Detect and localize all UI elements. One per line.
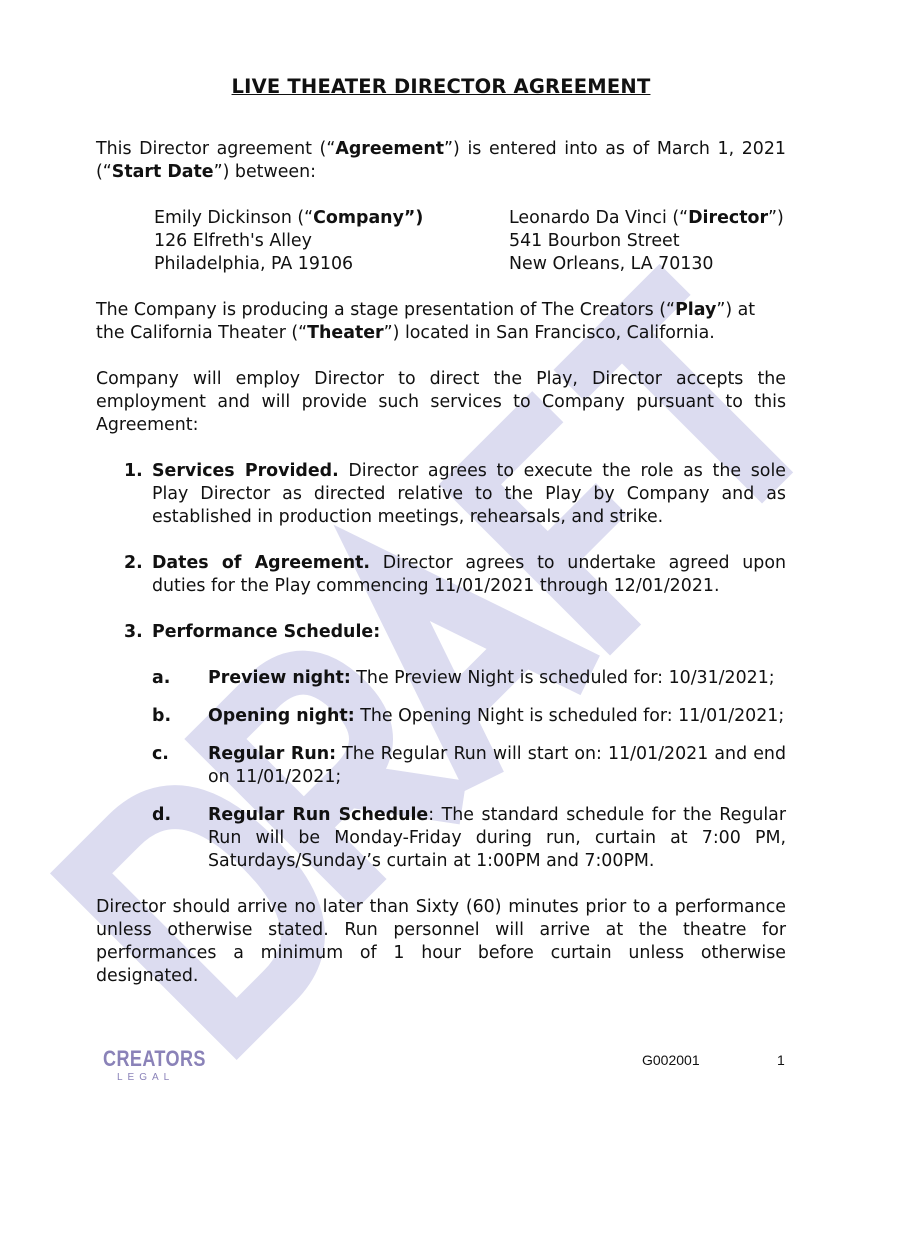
- section-number: 2.: [124, 553, 143, 573]
- schedule-text: The Regular Run will start on: 11/01/2021 and end on 11/01/2021;: [208, 744, 786, 787]
- term-director: Director: [688, 208, 769, 228]
- employ-paragraph: [96, 368, 786, 437]
- schedule-heading: Regular Run Schedule: [208, 805, 429, 825]
- term-company: Company”): [313, 208, 424, 228]
- company-name: Emily Dickinson (“: [154, 208, 314, 228]
- section-heading: Performance Schedule:: [152, 622, 381, 642]
- term-agreement: Agreement: [335, 139, 445, 159]
- schedule-item-a: [152, 667, 786, 690]
- schedule-heading: Preview night:: [208, 668, 351, 688]
- intro-text-2: ”) is entered into as of March 1, 2021 (“: [96, 139, 786, 182]
- document-code: G002001: [642, 1052, 700, 1068]
- schedule-letter: c.: [152, 744, 169, 764]
- schedule-item-d: [152, 804, 786, 873]
- director-name: Leonardo Da Vinci (“: [509, 208, 689, 228]
- company-address-line2: Philadelphia, PA 19106: [154, 254, 354, 274]
- intro-text-1: This Director agreement (“: [96, 139, 336, 159]
- arrival-text: Director should arrive no later than Sixty (60) minutes prior to a performance unless otherwise stated. Run personnel will arrive at the theatre for performances a minimum of 1 hour before curtain unless otherwise designated.: [96, 897, 786, 986]
- parties-block: [154, 207, 786, 276]
- schedule-text: : The standard schedule for the Regular Run will be Monday-Friday during run, curtain at 7:00 PM, Saturdays/Sunday’s curtain at 1:00PM and 7:00PM.: [208, 805, 786, 871]
- logo-sub-text: LEGAL: [117, 1072, 175, 1083]
- director-role-close: ”): [768, 208, 784, 228]
- page-number: 1: [777, 1052, 785, 1068]
- section-1: [124, 460, 786, 529]
- play-text-3: ”) located in San Francisco, California.: [383, 323, 715, 343]
- schedule-item-b: [152, 705, 786, 728]
- company-party: [154, 207, 509, 276]
- play-text-2: ”) at the California Theater (“: [96, 300, 756, 343]
- company-address-line1: 126 Elfreth's Alley: [154, 231, 312, 251]
- schedule-letter: d.: [152, 805, 172, 825]
- section-text: Director agrees to execute the role as the sole Play Director as directed relative to the Play by Company and as established in production meetings, rehearsals, and strike.: [152, 461, 786, 527]
- term-play: Play: [675, 300, 717, 320]
- schedule-text: The Preview Night is scheduled for: 10/31/2021;: [350, 668, 775, 688]
- director-address-line1: 541 Bourbon Street: [509, 231, 680, 251]
- schedule-letter: b.: [152, 706, 172, 726]
- section-heading: Services Provided.: [152, 461, 339, 481]
- section-heading: Dates of Agreement.: [152, 553, 371, 573]
- term-theater: Theater: [307, 323, 384, 343]
- section-text: Director agrees to undertake agreed upon duties for the Play commencing 11/01/2021 through 12/01/2021.: [152, 553, 787, 596]
- schedule-heading: Opening night:: [208, 706, 355, 726]
- intro-paragraph: [96, 138, 786, 184]
- schedule-item-c: [152, 743, 786, 789]
- arrival-paragraph: [96, 896, 786, 988]
- director-party: [509, 207, 786, 276]
- intro-text-3: ”) between:: [213, 162, 316, 182]
- play-text-1: The Company is producing a stage presentation of The Creators (“: [96, 300, 676, 320]
- term-start-date: Start Date: [111, 162, 214, 182]
- play-paragraph: [96, 299, 786, 345]
- performance-schedule-list: [96, 667, 786, 873]
- schedule-text: The Opening Night is scheduled for: 11/01/2021;: [354, 706, 785, 726]
- section-2: [124, 552, 786, 598]
- director-address-line2: New Orleans, LA 70130: [509, 254, 714, 274]
- schedule-heading: Regular Run:: [208, 744, 337, 764]
- section-number: 3.: [124, 622, 143, 642]
- creators-legal-logo: [103, 1048, 228, 1084]
- section-3: [124, 621, 786, 644]
- section-number: 1.: [124, 461, 143, 481]
- document-title: LIVE THEATER DIRECTOR AGREEMENT: [231, 75, 651, 98]
- document-page: [96, 0, 786, 988]
- page-footer: [0, 1048, 900, 1108]
- logo-main-text: CREATORS: [103, 1046, 206, 1071]
- employ-text: Company will employ Director to direct the Play, Director accepts the employment and will provide such services to Company pursuant to this Agreement:: [96, 369, 786, 435]
- schedule-letter: a.: [152, 668, 171, 688]
